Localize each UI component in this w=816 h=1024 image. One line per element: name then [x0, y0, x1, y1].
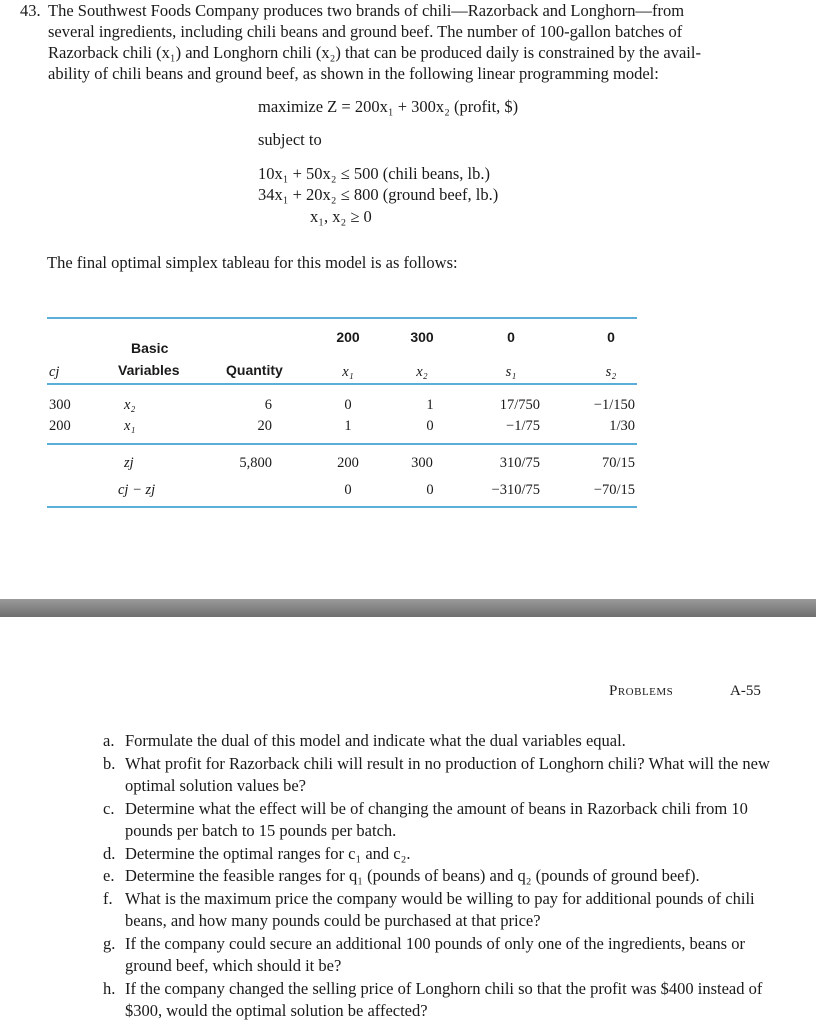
zj-value-x1: 200 [337, 455, 359, 471]
row-value-s1: −1/75 [506, 418, 540, 434]
intro-line: several ingredients, including chili beans and ground beef. The number of 100-gallon batches of [48, 22, 683, 41]
basic-label: Basic [131, 340, 169, 356]
intro-line: The Southwest Foods Company produces two brands of chili—Razorback and Longhorn—from [48, 1, 685, 20]
table-rule-bottom [47, 506, 637, 508]
zj-value-s1: 310/75 [499, 455, 540, 471]
intro-line: Razorback chili (x₁) and Longhorn chili (x₂) that can be produced daily is constrained by the avail- [48, 43, 701, 62]
question-label: e. [103, 866, 115, 885]
cj-header-x1: 200 [336, 329, 360, 345]
zj-value-x2: 300 [411, 455, 433, 471]
running-header-section: Problems [609, 683, 674, 699]
subject-to-label: subject to [258, 130, 322, 149]
question-item [103, 798, 783, 843]
question-list [103, 730, 783, 1023]
row-quantity: 20 [257, 418, 272, 434]
question-label: a. [103, 731, 115, 750]
question-item [103, 730, 783, 753]
question-label: c. [103, 798, 115, 818]
question-text: If the company changed the selling price of Longhorn chili so that the profit was $400 instead of $300, would the optimal solution be affected? [125, 978, 763, 1020]
question-text: What is the maximum price the company would be willing to pay for additional pounds of chili beans, and how many pounds could be purchased at that price? [125, 888, 755, 930]
objective-function: maximize Z = 200x₁ + 300x₂ (profit, $) [258, 97, 519, 116]
problem-text [48, 0, 758, 84]
question-item [103, 843, 783, 866]
question-item [103, 933, 783, 978]
page-divider [0, 599, 816, 617]
zj-quantity: 5,800 [239, 455, 272, 471]
zj-value-s2: 70/15 [601, 455, 635, 471]
cj-header-x2: 300 [410, 329, 434, 345]
question-label: f. [103, 888, 113, 908]
question-text: Formulate the dual of this model and indicate what the dual variables equal. [125, 731, 626, 750]
question-item [103, 865, 783, 888]
question-text: Determine the feasible ranges for q₁ (pounds of beans) and q₂ (pounds of ground beef). [125, 866, 700, 885]
question-label: b. [103, 753, 116, 773]
row-cj: 200 [49, 418, 71, 434]
table-rule-header [47, 383, 637, 385]
row-quantity: 6 [264, 397, 272, 413]
row-value-s1: 17/750 [499, 397, 540, 413]
cj-minus-zj-value-x2: 0 [426, 482, 434, 498]
var-header-s2: s₂ [605, 364, 617, 380]
question-item [103, 888, 783, 933]
question-text: Determine what the effect will be of changing the amount of beans in Razorback chili from 10 pounds per batch to 15 pounds per batch. [125, 798, 748, 840]
var-header-s1: s₁ [505, 364, 517, 380]
page-number: A-55 [730, 683, 761, 699]
row-value-x2: 1 [426, 397, 434, 413]
variables-label: Variables [118, 362, 180, 378]
row-value-x2: 0 [426, 418, 434, 434]
var-header-x1: x₁ [342, 364, 354, 380]
row-value-s2: 1/30 [609, 418, 635, 434]
question-label: d. [103, 843, 116, 863]
tableau-intro: The final optimal simplex tableau for this model is as follows: [47, 253, 458, 272]
quantity-label: Quantity [226, 362, 283, 378]
cj-header-s2: 0 [607, 329, 615, 345]
question-label: g. [103, 933, 116, 953]
cj-minus-zj-value-x1: 0 [344, 482, 352, 498]
question-item [103, 753, 783, 798]
var-header-x2: x₂ [416, 364, 428, 380]
zj-label: zj [124, 455, 134, 471]
nonnegativity-constraint: x₁, x₂ ≥ 0 [310, 207, 372, 226]
table-rule-top [47, 317, 637, 319]
cj-label: cj [49, 364, 60, 380]
constraint-beef: 34x₁ + 20x₂ ≤ 800 (ground beef, lb.) [258, 185, 499, 204]
table-rule-body [47, 443, 637, 445]
problem-number: 43. [20, 1, 41, 20]
question-item [103, 978, 783, 1023]
question-label: h. [103, 978, 116, 998]
cj-minus-zj-value-s2: −70/15 [593, 482, 635, 498]
cj-minus-zj-label: cj − zj [118, 482, 156, 498]
cj-header-s1: 0 [507, 329, 515, 345]
cj-minus-zj-value-s1: −310/75 [491, 482, 540, 498]
row-basic-variable: x₂ [124, 397, 136, 413]
question-text: What profit for Razorback chili will result in no production of Longhorn chili? What will the new optimal solution values be? [125, 753, 770, 795]
row-value-s2: −1/150 [593, 397, 635, 413]
question-text: Determine the optimal ranges for c₁ and c₂. [125, 843, 411, 863]
row-value-x1: 0 [344, 397, 352, 413]
row-value-x1: 1 [344, 418, 352, 434]
row-cj: 300 [49, 397, 71, 413]
intro-line: ability of chili beans and ground beef, as shown in the following linear programming model: [48, 64, 659, 83]
row-basic-variable: x₁ [124, 418, 136, 434]
constraint-beans: 10x₁ + 50x₂ ≤ 500 (chili beans, lb.) [258, 164, 490, 183]
question-text: If the company could secure an additional 100 pounds of only one of the ingredients, beans or ground beef, which should it be? [125, 933, 745, 975]
